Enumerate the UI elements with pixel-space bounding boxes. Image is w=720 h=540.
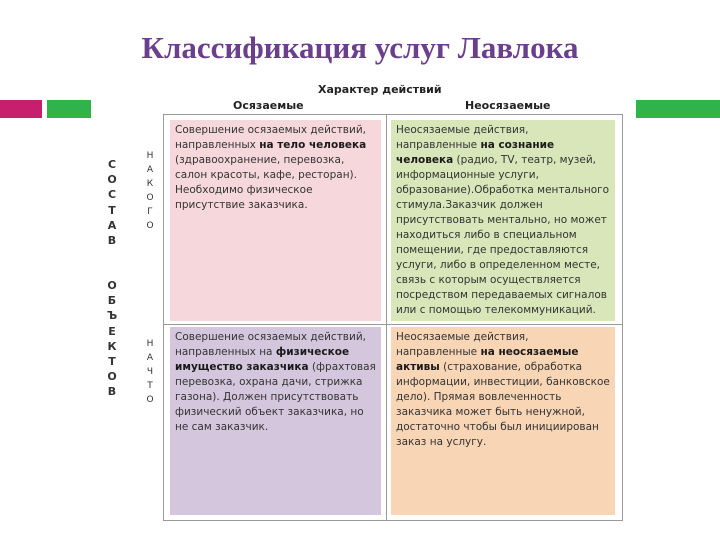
cell-text: (радио, TV, театр, музей, информационные услуги, образование).Обработка ментального стимула.Заказчик должен присутствовать ментально, но может находиться либо в специальном помещении, где предоставляются услуги, либо в определенном месте, связь с которым осуществляется посредством передаваемых сигналов или с помощью телекоммуникаций. bbox=[396, 154, 610, 316]
side-letter: Е bbox=[108, 324, 116, 338]
side-letter: О bbox=[107, 279, 117, 292]
cell-text: (страхование, обработка информации, инвестиции, банковское дело). Прямая вовлеченность заказчика может быть ненужной, достаточно чтобы был инициирован заказ на услугу. bbox=[396, 361, 610, 448]
side-label-na-chto bbox=[143, 337, 157, 407]
side-letter: С bbox=[107, 188, 117, 202]
table-divider-horizontal bbox=[164, 324, 622, 325]
cell-emphasis: на тело человека bbox=[259, 139, 367, 151]
table-divider-vertical bbox=[386, 115, 387, 520]
side-letter: Т bbox=[147, 381, 153, 391]
side-label-sostav bbox=[104, 157, 120, 248]
cell-intangible-assets bbox=[391, 327, 615, 515]
green-decor-bar-left bbox=[47, 100, 91, 118]
classification-table bbox=[163, 114, 623, 521]
side-letter: О bbox=[107, 173, 117, 187]
cell-text: Совершение осязаемых действий, направленных bbox=[175, 124, 366, 151]
side-letter: А bbox=[107, 218, 117, 232]
cell-text: (здравоохранение, перевозка, салон красоты, кафе, ресторан). Необходимо физическое присутствие заказчика. bbox=[175, 154, 357, 211]
side-letter: С bbox=[107, 158, 117, 171]
tangible-header: Осязаемые bbox=[233, 99, 304, 112]
side-letter: А bbox=[146, 353, 154, 363]
cell-text: Неосязаемые действия, направленные bbox=[396, 331, 529, 358]
cell-text: (фрахтовая перевозка, охрана дачи, стрижка газона). Должен присутствовать физический объект заказчика, но не сам заказчик. bbox=[175, 361, 376, 433]
side-letter: Н bbox=[146, 339, 154, 349]
green-decor-bar-right bbox=[636, 100, 720, 118]
side-letter: Т bbox=[108, 203, 116, 217]
side-letter: Ъ bbox=[106, 309, 118, 323]
cell-text: Неосязаемые действия, направленные bbox=[396, 124, 529, 151]
side-letter: Т bbox=[108, 355, 116, 369]
actions-header: Характер действий bbox=[318, 83, 442, 96]
page-title: Классификация услуг Лавлока bbox=[141, 30, 579, 65]
side-letter: Б bbox=[107, 294, 117, 308]
side-letter: В bbox=[107, 234, 117, 248]
side-letter: Г bbox=[147, 207, 153, 217]
side-letter: Ч bbox=[146, 367, 154, 377]
side-letter: Н bbox=[146, 151, 154, 161]
side-letter: О bbox=[146, 193, 154, 203]
intangible-header: Неосязаемые bbox=[465, 99, 551, 112]
cell-tangible-people bbox=[170, 120, 381, 321]
cell-emphasis: на сознание человека bbox=[396, 139, 555, 166]
cell-tangible-possessions bbox=[170, 327, 381, 515]
cell-intangible-people bbox=[391, 120, 615, 321]
magenta-decor-bar bbox=[0, 100, 42, 118]
cell-emphasis: физическое имущество заказчика bbox=[175, 346, 350, 373]
side-label-na-kogo bbox=[143, 149, 157, 233]
cell-text: Совершение осязаемых действий, направленных на bbox=[175, 331, 366, 358]
side-letter: К bbox=[146, 179, 154, 189]
side-letter: К bbox=[107, 339, 117, 353]
side-letter: В bbox=[107, 385, 117, 399]
side-label-obektov bbox=[104, 278, 120, 400]
cell-emphasis: на неосязаемые активы bbox=[396, 346, 579, 373]
side-letter: О bbox=[146, 221, 154, 231]
side-letter: О bbox=[146, 395, 154, 405]
side-letter: А bbox=[146, 165, 154, 175]
side-letter: О bbox=[107, 370, 117, 384]
